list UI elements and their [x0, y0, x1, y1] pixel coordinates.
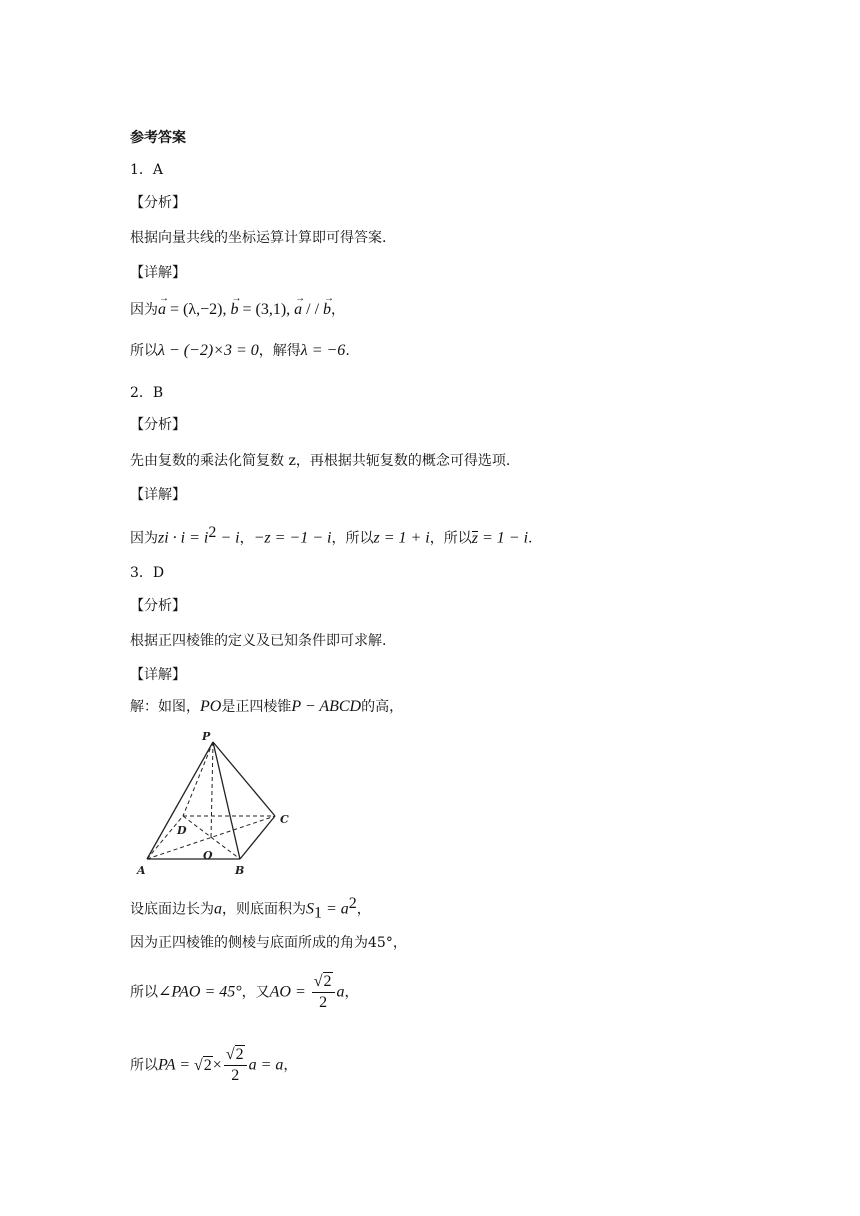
math: 2 — [231, 1067, 240, 1084]
edge-pc — [213, 742, 275, 816]
math: 1 — [314, 904, 322, 922]
text: ， — [239, 530, 254, 547]
math: a — [336, 983, 345, 1001]
math: z = 1 + i — [373, 529, 430, 547]
q1-detail-label: 【详解】 — [130, 265, 186, 281]
text: 设底面边长为 — [130, 901, 214, 918]
text: ， — [356, 901, 371, 918]
math: −z = −1 − i — [253, 529, 332, 547]
text: 解：如图， — [130, 699, 200, 715]
q1-detail-line1 — [130, 300, 345, 320]
label-o: O — [203, 849, 213, 862]
text: ，所以 — [331, 530, 374, 547]
math: − i — [216, 529, 240, 547]
page-heading: 参考答案 — [130, 130, 186, 146]
edge-bc — [240, 816, 275, 859]
edge-pa — [147, 742, 213, 859]
q2-analysis-text: 先由复数的乘法化简复数 z，再根据共轭复数的概念可得选项. — [130, 453, 511, 469]
math: ∠PAO = 45° — [158, 983, 242, 1001]
q1-detail-line2 — [130, 341, 350, 361]
math: × — [212, 1056, 222, 1074]
q3-detail-line4 — [130, 972, 359, 1013]
conjugate-z: z — [471, 529, 478, 547]
math: = (λ,−2), — [166, 301, 231, 318]
text: . — [345, 343, 350, 359]
q3-number: 3．D — [130, 565, 165, 581]
text: 因为 — [130, 530, 158, 547]
q3-detail-line5 — [130, 1045, 297, 1086]
q3-analysis-label: 【分析】 — [130, 598, 186, 614]
label-c: C — [280, 813, 289, 826]
text: 是正四棱锥 — [221, 699, 292, 715]
q2-detail-label: 【详解】 — [130, 487, 186, 503]
text: ，解得 — [258, 343, 301, 359]
label-b: B — [235, 864, 245, 877]
vector-a: → a — [294, 300, 302, 320]
text: . — [528, 530, 533, 547]
math: 2 — [319, 994, 328, 1011]
q1-analysis-text: 根据向量共线的坐标运算计算即可得答案. — [130, 230, 387, 246]
text: 所以 — [130, 343, 158, 359]
text: ， — [283, 1057, 298, 1074]
text: ， — [331, 302, 346, 318]
q3-analysis-text: 根据正四棱锥的定义及已知条件即可求解. — [130, 633, 387, 649]
q2-number: 2．B — [130, 385, 164, 401]
label-a: A — [137, 864, 146, 877]
math: AO = — [269, 983, 310, 1001]
vector-b: → b — [323, 300, 331, 320]
math: S — [306, 900, 314, 918]
text: 的高， — [361, 699, 404, 715]
math: 2 — [208, 524, 217, 541]
math: 2 — [203, 1056, 212, 1074]
math: P − ABCD — [291, 698, 362, 715]
math: 2 — [235, 1046, 244, 1063]
math: PO — [200, 698, 222, 715]
sqrt-2: √2 — [194, 1056, 212, 1074]
q1-analysis-label: 【分析】 — [130, 195, 186, 211]
math: λ − (−2)×3 = 0 — [158, 342, 259, 359]
math: PA = — [158, 1056, 194, 1074]
math: = 1 − i — [477, 529, 529, 547]
math: a — [214, 900, 222, 918]
fraction-sqrt2-over-2: $\frac{√2}{2}$ — [224, 1045, 247, 1086]
label-p: P — [202, 730, 211, 743]
math: zi · i = i — [158, 529, 209, 547]
q1-number: 1．A — [130, 162, 164, 178]
q3-detail-line1 — [130, 697, 403, 717]
text: ，则底面积为 — [222, 901, 306, 918]
q3-detail-line3: 因为正四棱锥的侧棱与底面所成的角为45°， — [130, 935, 407, 951]
text: ，又 — [241, 984, 270, 1001]
pyramid-figure — [135, 728, 305, 880]
math: 2 — [323, 973, 332, 990]
math: = a — [322, 900, 349, 918]
math: = (3,1), — [238, 301, 295, 318]
text: 所以 — [130, 984, 158, 1001]
math: a = a — [248, 1056, 284, 1074]
q2-detail-line1 — [130, 523, 532, 549]
text: 所以 — [130, 1057, 158, 1074]
edge-pd-hidden — [183, 742, 213, 816]
vector-b: → b — [230, 300, 238, 320]
label-d: D — [177, 824, 187, 837]
math: 2 — [348, 895, 357, 912]
q2-analysis-label: 【分析】 — [130, 417, 186, 433]
vector-a: → a — [158, 300, 166, 320]
q3-detail-line2 — [130, 894, 371, 923]
height-po-hidden — [211, 742, 213, 838]
text: ， — [344, 984, 359, 1001]
math: λ = −6 — [300, 342, 346, 359]
edge-ad-hidden — [147, 816, 183, 859]
text: 因为 — [130, 302, 158, 318]
text: ，所以 — [429, 530, 472, 547]
math: / / — [302, 301, 324, 318]
fraction-sqrt2-over-2: $\frac{√2}{2}$ — [312, 972, 335, 1013]
q3-detail-label: 【详解】 — [130, 667, 186, 683]
